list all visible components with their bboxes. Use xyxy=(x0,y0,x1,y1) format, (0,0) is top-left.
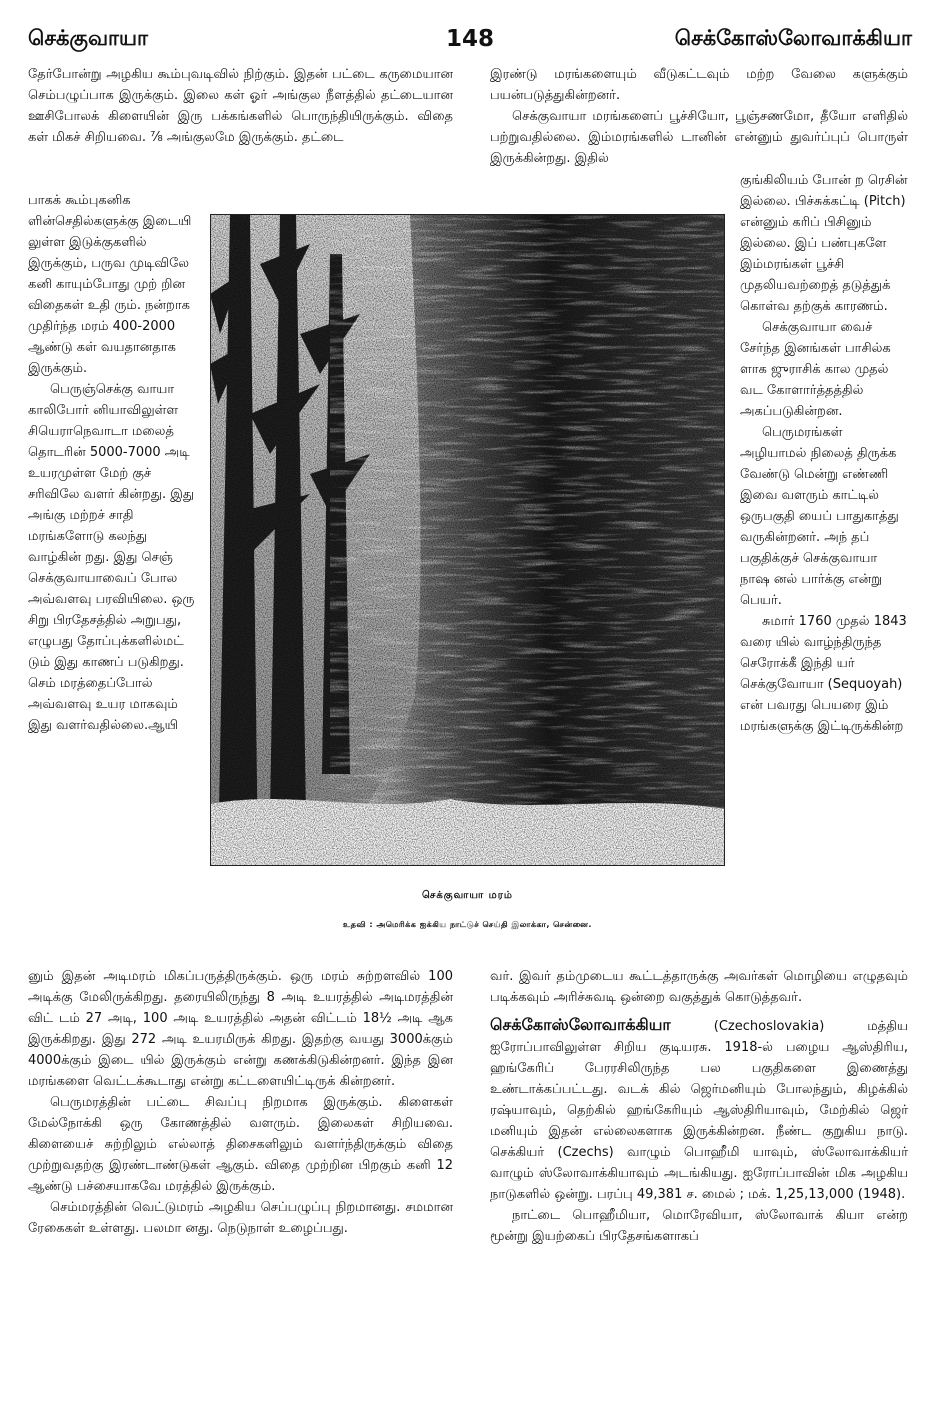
paragraph: பெருமரத்தின் பட்டை சிவப்பு நிறமாக இருக்கும். கிளைகள் மேல்நோக்கி ஒரு கோணத்தில் வளரும். இலைகள் சிறியவை. கிளையைச் சுற்றிலும் எல்லாத் திசைகளிலும் வளர்ந்திருக்கும் விதை முற்றுவதற்கு இரண்டாண்டுகள் ஆகும். விதை முற்றின பிறகும் கனி 12 ஆண்டு பச்சையாகவே மரத்தில் இருக்கும். xyxy=(28,1095,453,1194)
top-right-column xyxy=(490,64,908,169)
paragraph: பாகக் கூம்புகனிக ளின்செதில்களுக்கு இடையி லுள்ள இடுக்குகளில் இருக்கும், பருவ முடிவிலே கனி காயும்போது முற் றின விதைகள் உதி ரும். நன்றாக முதிர்ந்த மரம் 400-2000 ஆண்டு கள் வயதானதாக இருக்கும். xyxy=(28,193,192,376)
paragraph: பெருஞ்செக்கு வாயா காலிபோர் னியாவிலுள்ள சியெராநெவாடா மலைத் தொடரின் 5000-7000 அடி உயரமுள்ள மேற் குச் சரிவிலே வளர் கின்றது. இது அங்கு மற்றச் சாதி மரங்களோடு கலந்து வாழ்கின் றது. இது செஞ் செக்குவாயாவைப் போல அவ்வளவு பரவியிலை. ஒரு சிறு பிரதேசத்தில் அறுபது, எழுபது தோப்புக்களில்மட் டும் இது காணப் படுகிறது. செம் மரத்தைப்போல் அவ்வளவு உயர மாகவும் இது வளர்வதில்லை.ஆயி xyxy=(28,382,195,733)
paragraph: இரண்டு மரங்களையும் வீடுகட்டவும் மற்ற வேலை களுக்கும் பயன்படுத்துகின்றனர். xyxy=(490,67,908,103)
paragraph: வர். இவர் தம்முடைய கூட்டத்தாருக்கு அவர்கள் மொழியை எழுதவும் படிக்கவும் அரிச்சுவடி ஒன்றை வகுத்துக் கொடுத்தவர். xyxy=(490,969,908,1005)
paragraph: னும் இதன் அடிமரம் மிகப்பருத்திருக்கும். ஒரு மரம் சுற்றளவில் 100 அடிக்கு மேலிருக்கிறது. தரையிலிருந்து 8 அடி உயரத்தில் அடிமரத்தின் விட் டம் 27 அடி, 100 அடி உயரத்தில் அதன் விட்டம் 18½ அடி ஆக இருக்கிறது. இது 272 அடி உயரமிருக் கிறது. இதற்கு வயது 3000க்கும் 4000க்கும் இடை யில் இருக்கும் என்று கணக்கிடுகின்றனர். இந்த இன மரங்களை வெட்டக்கூடாது என்று கட்டளையிட்டிருக் கின்றனர். xyxy=(28,969,453,1089)
sequoia-tree-photo xyxy=(210,214,725,866)
narrow-right-column xyxy=(740,170,908,737)
running-header-right: செக்கோஸ்லோவாக்கியா xyxy=(674,26,912,50)
paragraph: செக்குவாயா மரங்களைப் பூச்சியோ, பூஞ்சணமோ, தீயோ எளிதில் பற்றுவதில்லை. இம்மரங்களில் டானின் என்னும் துவர்ப்புப் பொருள் இருக்கின்றது. இதில் xyxy=(490,109,908,166)
bottom-left-column xyxy=(28,966,453,1239)
page-number: 148 xyxy=(445,26,494,52)
figure-caption: செக்குவாயா மரம் xyxy=(422,890,513,901)
paragraph: பெருமரங்கள் அழியாமல் நிலைத் திருக்க வேண்டு மென்று எண்ணி இவை வளரும் காட்டில் ஒருபகுதி யைப் பாதுகாத்து வருகின்றனர். அந் தப் பகுதிக்குச் செக்குவாயா நாஷ னல் பார்க்கு என்று பெயர். xyxy=(740,425,899,608)
figure-credit: உதவி : அமெரிக்க ஐக்கிய நாட்டுச் செய்தி இலாக்கா, சென்னை. xyxy=(343,920,592,929)
narrow-left-column xyxy=(28,190,204,736)
paragraph: செம்மரத்தின் வெட்டுமரம் அழகிய செப்பழுப்பு நிறமானது. சமமான ரேகைகள் உள்ளது. பலமா னது. நெடுநாள் உழைப்பது. xyxy=(28,1200,453,1236)
paragraph: செக்குவாயா வைச் சேர்ந்த இனங்கள் பாசில்க ளாக ஜுராசிக் கால முதல் வட கோளார்த்தத்தில் அகப்படுகின்றன. xyxy=(740,320,891,419)
entry-body: (Czechoslovakia) மத்திய ஐரோப்பாவிலுள்ள சிறிய குடியரசு. 1918-ல் பழைய ஆஸ்திரிய, ஹங்கேரிப் பேரரசிலிருந்த பல பகுதிகளை இணைத்து உண்டாக்கப்பட்டது. வடக் கில் ஜெர்மனியும் போலந்தும், கிழக்கில் ரஷ்யாவும், தெற்கில் ஹங்கேரியும் ஆஸ்திரியாவும், மேற்கில் ஜெர் மனியும் இதன் எல்லைகளாக இருக்கின்றன. நீண்ட குறுகிய நாடு. செக்கியர் (Czechs) வாழும் பொஹீமி யாவும், ஸ்லோவாக்கியர் வாழும் ஸ்லோவாக்கியாவும் அடங்கியது. ஐரோப்பாவின் மிக அழகிய நாடுகளில் ஒன்று. பரப்பு 49,381 ச. மைல் ; மக். 1,25,13,000 (1948). xyxy=(490,1019,908,1202)
paragraph: நாட்டை பொஹீமியா, மொரேவியா, ஸ்லோவாக் கியா என்ற மூன்று இயற்கைப் பிரதேசங்களாகப் xyxy=(490,1208,908,1244)
paragraph: சுமார் 1760 முதல் 1843 வரை யில் வாழ்ந்திருந்த செரோக்கீ இந்தி யர் செக்குவோயா (Sequoyah) என் பவரது பெயரை இம் மரங்களுக்கு இட்டிருக்கின்ற xyxy=(740,614,907,734)
running-header-left: செக்குவாயா xyxy=(28,26,148,50)
encyclopedia-entry xyxy=(490,1014,908,1205)
entry-title: செக்கோஸ்லோவாக்கியா xyxy=(490,1015,671,1034)
paragraph: தேர்போன்று அழகிய கூம்புவடிவில் நிற்கும். இதன் பட்டை கருமையான செம்பழுப்பாக இருக்கும். இலை கள் ஓர் அங்குல நீளத்தில் தட்டையான ஊசிபோலக் கிளையின் இரு பக்கங்களில் பொருந்தியிருக்கும். விதை கள் மிகச் சிறியவை. ⅞ அங்குலமே இருக்கும். தட்டை xyxy=(28,67,453,145)
top-left-column xyxy=(28,64,453,148)
paragraph: குங்கிலியம் போன் ற ரெசின் இல்லை. பிச்சுக்கட்டி (Pitch) என்னும் கரிப் பிசினும் இல்லை. இப் பண்புகளே இம்மரங்கள் பூச்சி முதலியவற்றைத் தடுத்துக் கொள்வ தற்குக் காரணம். xyxy=(740,173,908,314)
bottom-right-column xyxy=(490,966,908,1247)
